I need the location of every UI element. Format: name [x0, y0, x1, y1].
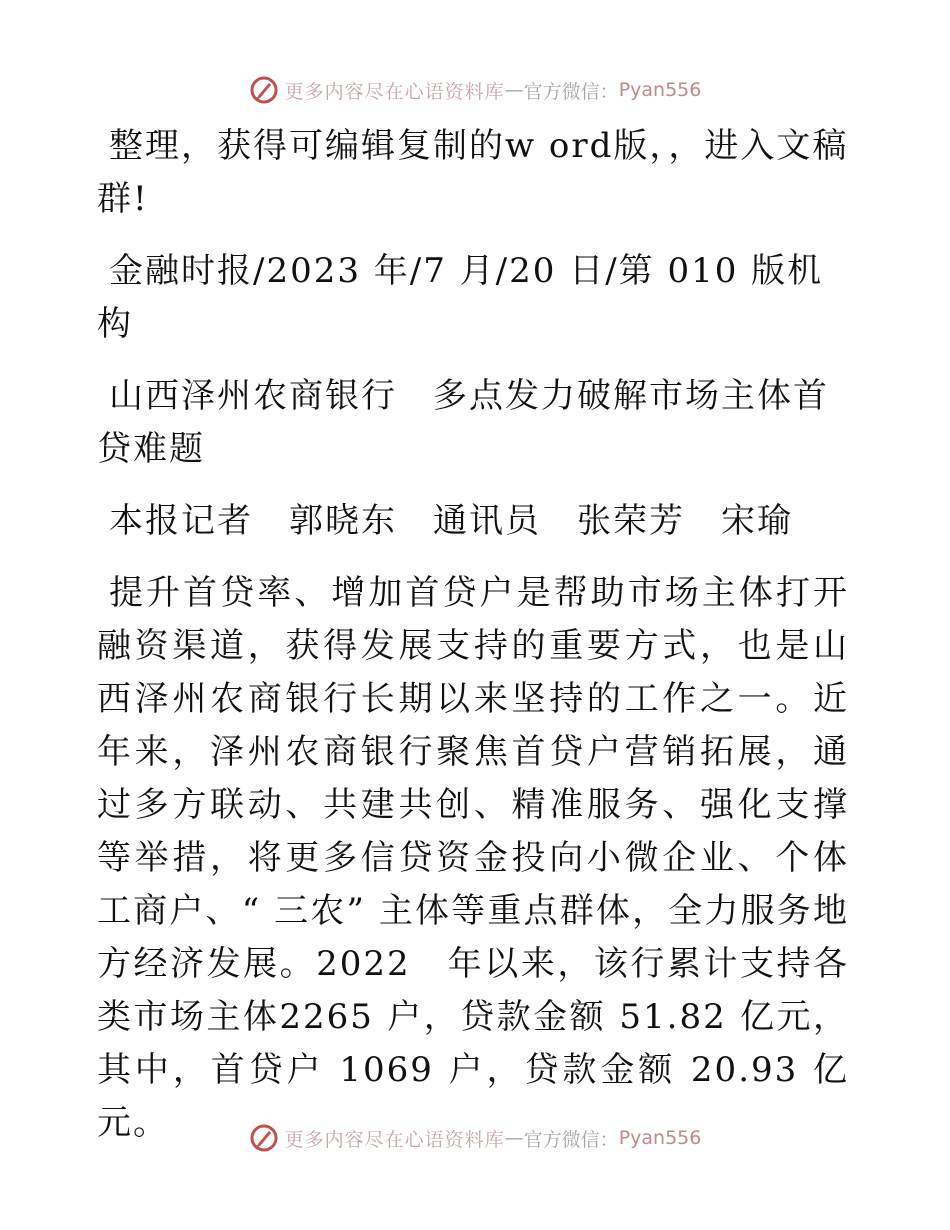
watermark-account: Pyan556 [618, 1127, 702, 1149]
watermark-official-label: 官方微信： [523, 80, 619, 103]
intro-paragraph: 整理，获得可编辑复制的w ord版，，进入文稿群! [97, 126, 849, 219]
watermark-official-label: 官方微信： [523, 1128, 619, 1151]
header-watermark [0, 70, 950, 110]
watermark-main-text: 更多内容尽在心语资料库 [284, 1128, 505, 1151]
source-line: 金融时报/2023 年/7 月/20 日/第 010 版机构 [97, 251, 824, 344]
quill-seal-icon [249, 1123, 279, 1153]
watermark-separator: — [504, 79, 524, 101]
article-headline: 山西泽州农商银行 多点发力破解市场主体首贷难题 [97, 376, 829, 469]
watermark-account: Pyan556 [618, 79, 702, 101]
article-byline: 本报记者 郭晓东 通讯员 张荣芳 宋瑜 [109, 501, 793, 541]
quill-seal-icon [249, 75, 279, 105]
watermark-main-text: 更多内容尽在心语资料库 [284, 80, 505, 103]
document-body [97, 120, 849, 1150]
footer-watermark [0, 1118, 950, 1158]
article-body-paragraph: 提升首贷率、增加首贷户是帮助市场主体打开融资渠道，获得发展支持的重要方式，也是山西泽州农商银行长期以来坚持的工作之一。近年来，泽州农商银行聚焦首贷户营销拓展，通过多方联动、共建共创、精准服务、强化支撑等举措，将更多信贷资金投向小微企业、个体工商户、“ 三农” 主体等重点群体，全力服务地方经济发展。2022 年以来，该行累计支持各类市场主体2265 户，贷款金额 51.82 亿元，其中，首贷户 1069 户，贷款金额 20.93 亿元。 [97, 573, 849, 1143]
watermark-separator: — [504, 1127, 524, 1149]
